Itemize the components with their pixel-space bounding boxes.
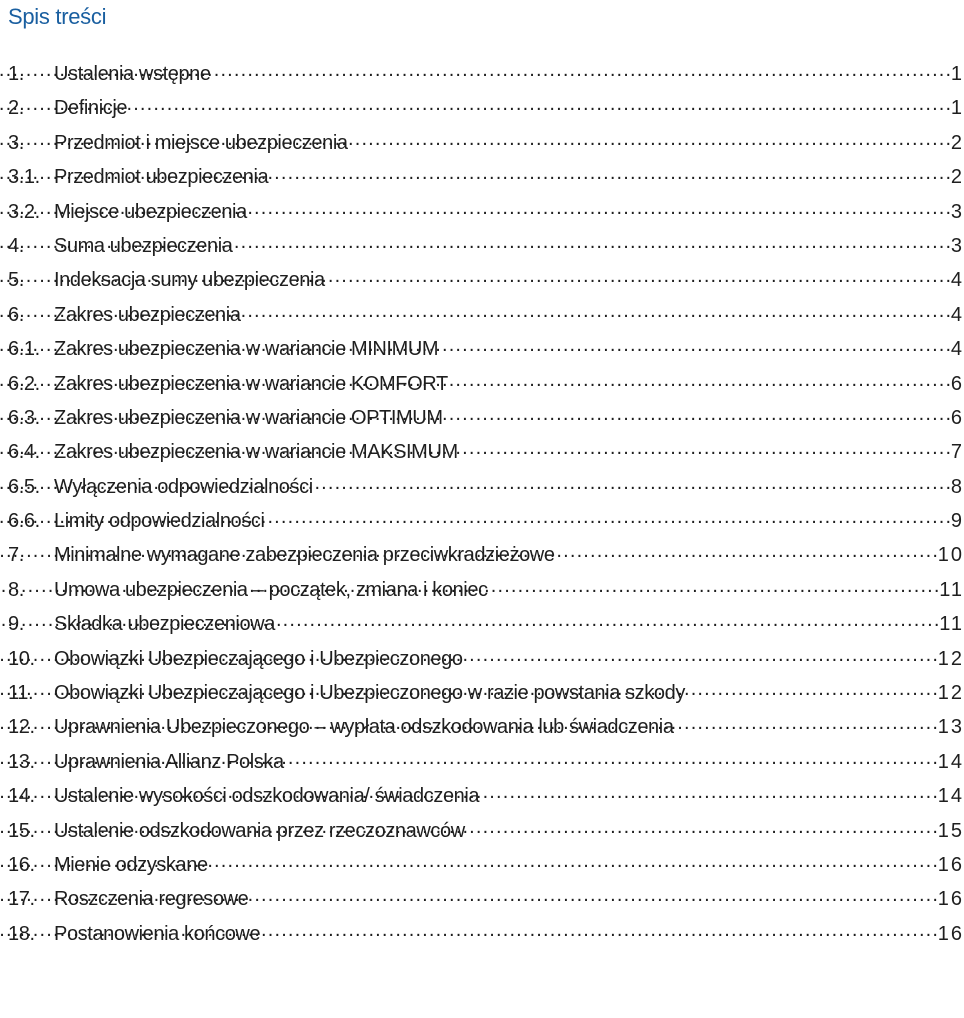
toc-title: Przedmiot i miejsce ubezpieczenia	[54, 131, 348, 154]
toc-entry[interactable]	[8, 851, 964, 885]
toc-page-number: 14	[937, 785, 964, 808]
toc-entry[interactable]	[8, 885, 964, 919]
toc-entry[interactable]	[8, 713, 964, 747]
toc-title: Suma ubezpieczenia	[54, 234, 233, 257]
toc-number: 17.	[8, 888, 35, 911]
toc-number: 6.5.	[8, 475, 40, 498]
dot-leader	[452, 370, 949, 390]
toc-entry[interactable]	[8, 920, 964, 954]
toc-page-number: 4	[950, 269, 964, 292]
toc-number: 8.	[8, 578, 24, 601]
dot-leader	[462, 438, 949, 458]
toc-page-number: 12	[937, 682, 964, 705]
toc-title: Indeksacja sumy ubezpieczenia	[54, 269, 325, 292]
toc-entry[interactable]	[8, 198, 964, 232]
toc-title: Ustalenie wysokości odszkodowania/ świadczenia	[54, 785, 480, 808]
toc-title: Miejsce ubezpieczenia	[54, 200, 247, 223]
toc-page-number: 16	[937, 922, 964, 945]
toc-title: Składka ubezpieczeniowa	[54, 613, 275, 636]
toc-number: 15.	[8, 819, 35, 842]
toc-number: 3.1.	[8, 166, 40, 189]
toc-number: 9.	[8, 613, 24, 636]
toc-title: Zakres ubezpieczenia w wariancie MAKSIMUM	[54, 441, 458, 464]
toc-page-number: 4	[950, 338, 964, 361]
toc-entry[interactable]	[8, 129, 964, 163]
toc-number: 5.	[8, 269, 24, 292]
toc-title: Umowa ubezpieczenia – początek, zmiana i koniec	[54, 578, 488, 601]
toc-page-number: 6	[950, 372, 964, 395]
toc-page-number: 12	[937, 647, 964, 670]
toc-title: Przedmiot ubezpieczenia	[54, 166, 269, 189]
dot-leader	[467, 645, 936, 665]
toc-number: 6.1.	[8, 338, 40, 361]
toc-number: 3.2.	[8, 200, 40, 223]
toc-page-number: 3	[950, 200, 964, 223]
toc-number: 2.	[8, 97, 24, 120]
toc-number: 13.	[8, 750, 35, 773]
dot-leader	[251, 198, 949, 218]
dot-leader	[559, 541, 936, 561]
toc-page-number: 3	[950, 234, 964, 257]
toc-entry[interactable]	[8, 645, 964, 679]
toc-title: Zakres ubezpieczenia w wariancie OPTIMUM	[54, 406, 443, 429]
toc-title: Limity odpowiedzialności	[54, 510, 265, 533]
toc-entry[interactable]	[8, 679, 964, 713]
toc-page-number: 16	[937, 853, 964, 876]
toc-entry[interactable]	[8, 335, 964, 369]
toc-page-number: 13	[937, 716, 964, 739]
toc-page-number: 8	[950, 475, 964, 498]
toc-page-number: 9	[950, 510, 964, 533]
dot-leader	[264, 920, 936, 940]
toc-entry[interactable]	[8, 404, 964, 438]
dot-leader	[483, 782, 936, 802]
toc-title: Roszczenia regresowe	[54, 888, 249, 911]
toc-title: Mienie odzyskane	[54, 853, 208, 876]
table-of-contents	[8, 60, 964, 954]
page-title: Spis treści	[8, 4, 107, 29]
toc-number: 10.	[8, 647, 35, 670]
dot-leader	[131, 94, 949, 114]
toc-page-number: 11	[939, 613, 964, 636]
toc-page-number: 1	[950, 97, 964, 120]
toc-page-number: 14	[937, 750, 964, 773]
dot-leader	[212, 851, 936, 871]
toc-title: Obowiązki Ubezpieczającego i Ubezpieczonego w razie powstania szkody	[54, 682, 685, 705]
toc-title: Uprawnienia Allianz Polska	[54, 750, 284, 773]
toc-number: 6.	[8, 303, 24, 326]
toc-number: 6.2.	[8, 372, 40, 395]
toc-number: 6.3.	[8, 406, 40, 429]
dot-leader	[352, 129, 949, 149]
toc-number: 4.	[8, 234, 24, 257]
toc-page-number: 10	[937, 544, 964, 567]
dot-leader	[245, 301, 949, 321]
toc-entry[interactable]	[8, 60, 964, 94]
toc-title: Minimalne wymagane zabezpieczenia przeciwkradzieżowe	[54, 544, 555, 567]
toc-entry[interactable]	[8, 507, 964, 541]
dot-leader	[236, 232, 948, 252]
toc-number: 6.6.	[8, 510, 40, 533]
dot-leader	[215, 60, 949, 80]
toc-entry[interactable]	[8, 541, 964, 575]
toc-entry[interactable]	[8, 163, 964, 197]
toc-entry[interactable]	[8, 438, 964, 472]
toc-page-number: 16	[937, 888, 964, 911]
toc-title: Zakres ubezpieczenia w wariancie MINIMUM	[54, 338, 439, 361]
toc-title: Uprawnienia Ubezpieczonego – wypłata odszkodowania lub świadczenia	[54, 716, 674, 739]
dot-leader	[317, 473, 949, 493]
toc-entry[interactable]	[8, 266, 964, 300]
dot-leader	[272, 163, 949, 183]
toc-page-number: 2	[950, 131, 964, 154]
toc-number: 11.	[8, 682, 34, 705]
toc-entry[interactable]	[8, 748, 964, 782]
dot-leader	[269, 507, 949, 527]
toc-entry[interactable]	[8, 301, 964, 335]
toc-entry[interactable]	[8, 576, 964, 610]
toc-page-number: 11	[939, 578, 964, 601]
toc-entry[interactable]	[8, 610, 964, 644]
dot-leader	[252, 885, 935, 905]
toc-entry[interactable]	[8, 94, 964, 128]
toc-entry[interactable]	[8, 782, 964, 816]
toc-number: 18.	[8, 922, 35, 945]
toc-page-number: 7	[950, 441, 964, 464]
toc-number: 16.	[8, 853, 35, 876]
toc-page-number: 15	[937, 819, 964, 842]
toc-title: Definicje	[54, 97, 128, 120]
toc-title: Obowiązki Ubezpieczającego i Ubezpieczonego	[54, 647, 463, 670]
toc-entry[interactable]	[8, 370, 964, 404]
toc-number: 12.	[8, 716, 35, 739]
dot-leader	[492, 576, 938, 596]
toc-page-number: 1	[950, 63, 964, 85]
toc-entry[interactable]	[8, 473, 964, 507]
toc-number: 6.4.	[8, 441, 40, 464]
dot-leader	[279, 610, 937, 630]
dot-leader	[689, 679, 936, 699]
toc-entry[interactable]	[8, 232, 964, 266]
toc-number: 1.	[8, 63, 24, 85]
dot-leader	[469, 817, 936, 837]
dot-leader	[678, 713, 936, 733]
dot-leader	[442, 335, 949, 355]
toc-title: Wyłączenia odpowiedzialności	[54, 475, 313, 498]
toc-title: Ustalenia wstępne	[54, 63, 211, 85]
toc-title: Zakres ubezpieczenia	[54, 303, 241, 326]
toc-title: Ustalenie odszkodowania przez rzeczoznawców	[54, 819, 465, 842]
toc-title: Postanowienia końcowe	[54, 922, 261, 945]
toc-number: 14.	[8, 785, 35, 808]
toc-page-number: 2	[950, 166, 964, 189]
toc-number: 7.	[8, 544, 24, 567]
dot-leader	[329, 266, 949, 286]
toc-page-number: 6	[950, 406, 964, 429]
dot-leader	[288, 748, 936, 768]
toc-title: Zakres ubezpieczenia w wariancie KOMFORT	[54, 372, 448, 395]
toc-entry[interactable]	[8, 817, 964, 851]
dot-leader	[447, 404, 949, 424]
toc-number: 3.	[8, 131, 24, 154]
toc-page-number: 4	[950, 303, 964, 326]
